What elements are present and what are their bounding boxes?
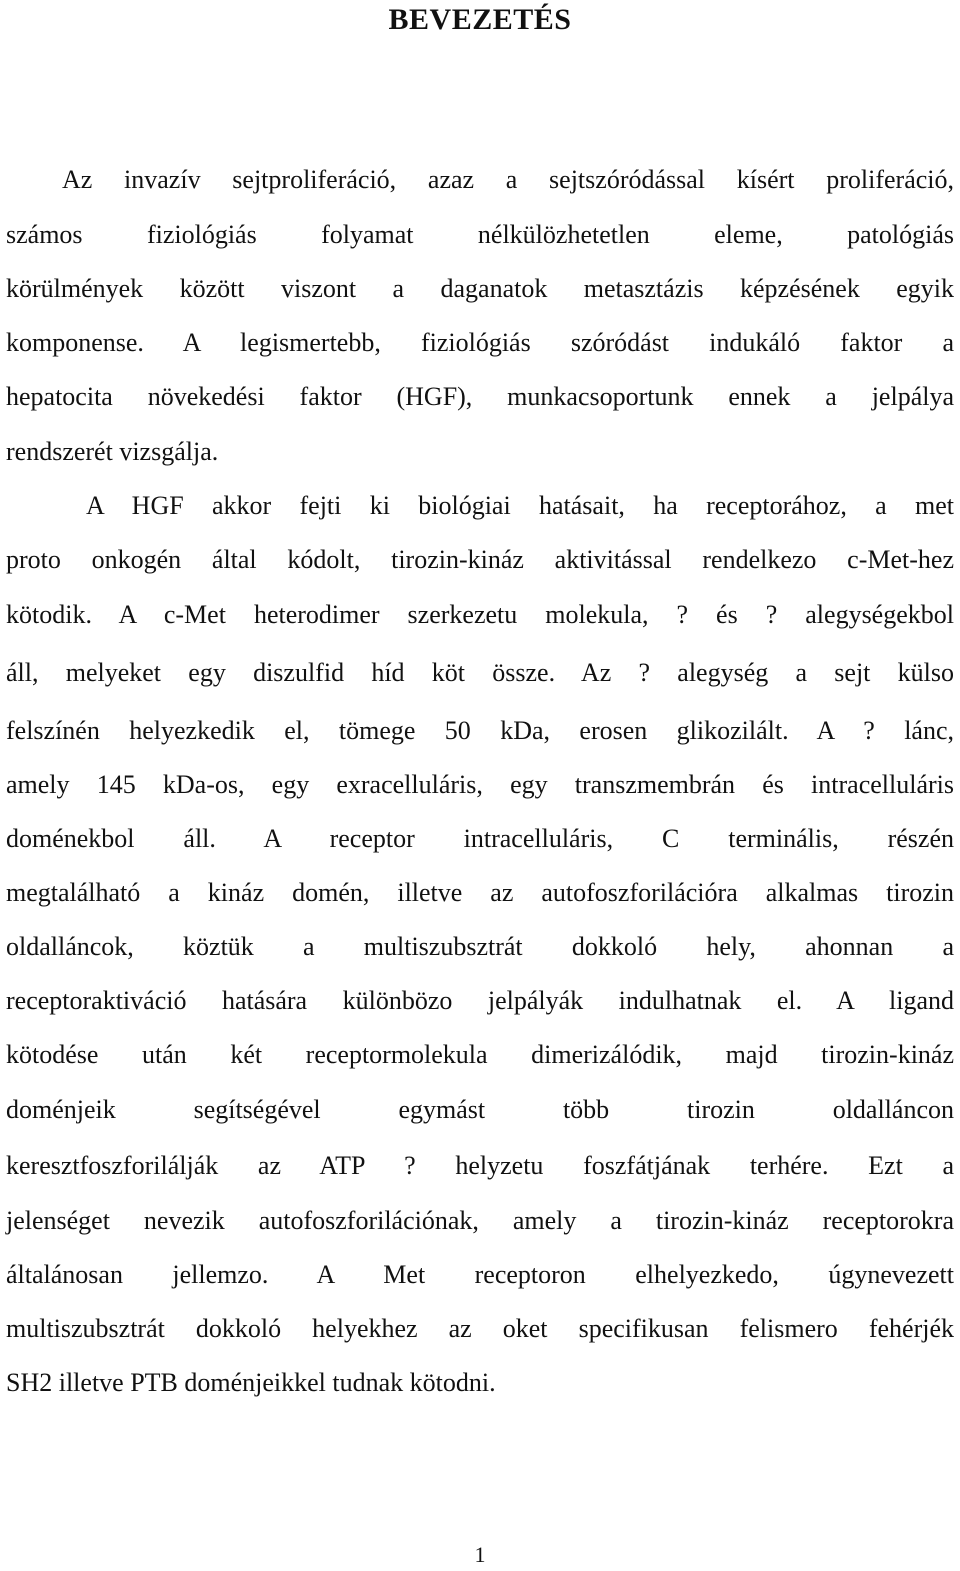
paragraph-line: oldalláncok, köztük a multiszubsztrát dokkoló hely, ahonnan a bbox=[6, 932, 954, 961]
paragraph-line: proto onkogén által kódolt, tirozin-kináz aktivitással rendelkezo c-Met-hez bbox=[6, 545, 954, 574]
paragraph-line: kötodik. A c-Met heterodimer szerkezetu molekula, ? és ? alegységekbol bbox=[6, 600, 954, 629]
paragraph-line: doménjeik segítségével egymást több tirozin oldalláncon bbox=[6, 1095, 954, 1124]
paragraph-line: komponense. A legismertebb, fiziológiás szóródást indukáló faktor a bbox=[6, 328, 954, 357]
paragraph-line: kötodése után két receptormolekula dimerizálódik, majd tirozin-kináz bbox=[6, 1040, 954, 1069]
paragraph-line: áll, melyeket egy diszulfid híd köt össze. Az ? alegység a sejt külso bbox=[6, 658, 954, 687]
paragraph-line: felszínén helyezkedik el, tömege 50 kDa, erosen glikozilált. A ? lánc, bbox=[6, 716, 954, 745]
paragraph-line: rendszerét vizsgálja. bbox=[6, 437, 219, 466]
paragraph-line: megtalálható a kináz domén, illetve az autofoszforilációra alkalmas tirozin bbox=[6, 878, 954, 907]
paragraph-line: hepatocita növekedési faktor (HGF), munkacsoportunk ennek a jelpálya bbox=[6, 382, 954, 411]
paragraph-line: SH2 illetve PTB doménjeikkel tudnak kötodni. bbox=[6, 1368, 496, 1397]
paragraph-line: receptoraktiváció hatására különbözo jelpályák indulhatnak el. A ligand bbox=[6, 986, 954, 1015]
paragraph-line: számos fiziológiás folyamat nélkülözhetetlen eleme, patológiás bbox=[6, 220, 954, 249]
paragraph-line: körülmények között viszont a daganatok metasztázis képzésének egyik bbox=[6, 274, 954, 303]
paragraph-line: A HGF akkor fejti ki biológiai hatásait, ha receptorához, a met bbox=[86, 491, 954, 520]
paragraph-line: általánosan jellemzo. A Met receptoron elhelyezkedo, úgynevezett bbox=[6, 1260, 954, 1289]
paragraph-line: amely 145 kDa-os, egy exracelluláris, egy transzmembrán és intracelluláris bbox=[6, 770, 954, 799]
page-title: BEVEZETÉS bbox=[388, 3, 572, 36]
paragraph-line: Az invazív sejtproliferáció, azaz a sejtszóródással kísért proliferáció, bbox=[62, 165, 954, 194]
page-number: 1 bbox=[474, 1542, 486, 1567]
paragraph-line: jelenséget nevezik autofoszforilációnak, amely a tirozin-kináz receptorokra bbox=[6, 1206, 954, 1235]
paragraph-line: doménekbol áll. A receptor intracelluláris, C terminális, részén bbox=[6, 824, 954, 853]
paragraph-line: multiszubsztrát dokkoló helyekhez az oket specifikusan felismero fehérjék bbox=[6, 1314, 954, 1343]
paragraph-line: keresztfoszforilálják az ATP ? helyzetu foszfátjának terhére. Ezt a bbox=[6, 1151, 954, 1180]
